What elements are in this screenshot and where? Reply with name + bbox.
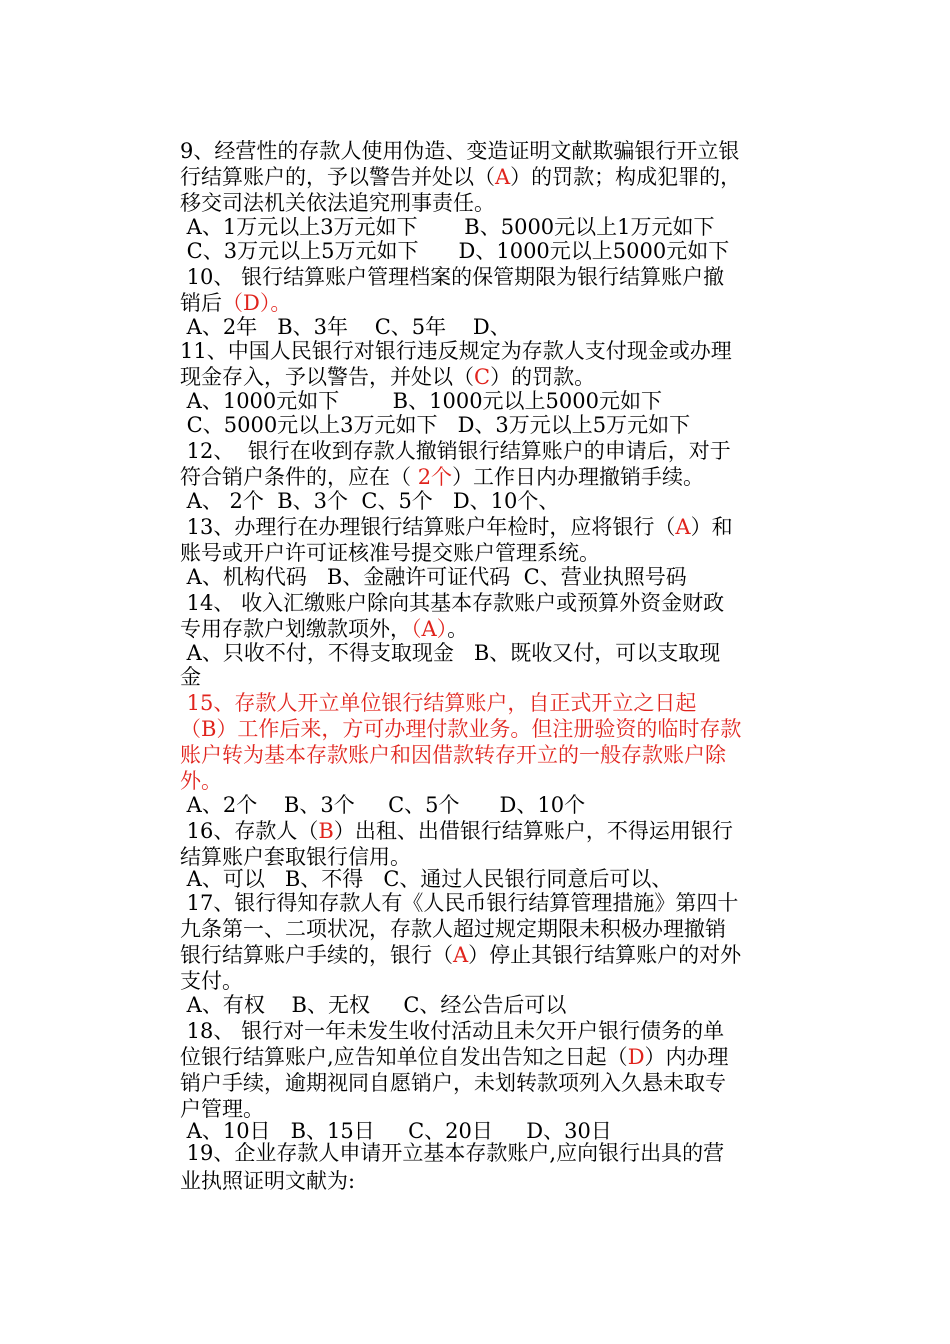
text-line <box>180 1070 726 1096</box>
text-segment: A、10日 B、15日 C、20日 D、30日 <box>180 1119 612 1143</box>
text-segment: 专用存款户划缴款项外， <box>180 617 411 641</box>
answer-highlight: A <box>675 515 691 539</box>
text-line <box>180 992 566 1018</box>
text-line <box>180 1140 724 1166</box>
text-segment: 行结算账户的，予以警告并处以（ <box>180 165 495 189</box>
answer-highlight: （D）。 <box>222 291 292 315</box>
text-line <box>180 690 696 716</box>
text-line <box>180 314 511 340</box>
text-segment: 11、中国人民银行对银行违反规定为存款人支付现金或办理 <box>180 339 732 363</box>
answer-highlight: （A） <box>411 617 448 641</box>
text-line <box>180 540 600 566</box>
text-line <box>180 866 672 892</box>
text-line <box>180 590 724 616</box>
text-segment: ）停止其银行结算账户的对外 <box>468 943 742 967</box>
text-line <box>180 968 243 994</box>
text-line <box>180 716 741 742</box>
text-segment: A、2个 B、3个 C、5个 D、10个 <box>180 793 586 817</box>
text-segment: ）工作日内办理撤销手续。 <box>452 465 705 489</box>
text-line <box>180 564 687 590</box>
text-segment: 现金存入，予以警告，并处以（ <box>180 365 474 389</box>
text-segment: A、1万元以上3万元如下 B、5000元以上1万元如下 <box>180 215 715 239</box>
text-line <box>180 742 726 768</box>
text-segment: 9、经营性的存款人使用伪造、变造证明文献欺骗银行开立银 <box>180 139 740 163</box>
answer-highlight: D <box>627 1045 645 1069</box>
answer-highlight: 2个 <box>417 465 453 489</box>
text-segment: 18、 银行对一年未发生收付活动且未欠开户银行债务的单 <box>180 1019 725 1043</box>
text-segment: A、1000元如下 B、1000元以上5000元如下 <box>180 389 663 413</box>
text-line <box>180 640 720 666</box>
text-line <box>180 438 731 464</box>
text-line <box>180 916 726 942</box>
text-line <box>180 942 741 968</box>
text-segment: 账号或开户许可证核准号提交账户管理系统。 <box>180 541 600 565</box>
text-segment: ）的罚款。 <box>490 365 596 389</box>
text-segment: 九条第一、二项状况，存款人超过规定期限未积极办理撤销 <box>180 917 726 941</box>
text-segment: 金 <box>180 665 201 689</box>
text-line <box>180 214 715 240</box>
text-segment: 户管理。 <box>180 1097 264 1121</box>
text-line <box>180 1044 729 1070</box>
text-segment: 结算账户套取银行信用。 <box>180 845 411 869</box>
text-segment: 符合销户条件的，应在（ <box>180 465 418 489</box>
text-segment: A、可以 B、不得 C、通过人民银行同意后可以、 <box>180 867 673 891</box>
answer-highlight: 外。 <box>180 769 222 793</box>
text-segment: 17、银行得知存款人有《人民币银行结算管理措施》第四十 <box>180 891 739 915</box>
answer-highlight: （B）工作后来，方可办理付款业务。但注册验资的临时存款 <box>180 717 742 741</box>
answer-highlight: A <box>495 165 511 189</box>
text-segment: 14、 收入汇缴账户除向其基本存款账户或预算外资金财政 <box>180 591 725 615</box>
text-line <box>180 364 595 390</box>
text-segment: 移交司法机关依法追究刑事责任。 <box>180 191 495 215</box>
text-line <box>180 1168 355 1194</box>
text-segment: 位银行结算账户,应告知单位自发出告知之日起（ <box>180 1045 628 1069</box>
text-line <box>180 1018 724 1044</box>
text-segment: ）出租、出借银行结算账户，不得运用银行 <box>333 819 733 843</box>
text-segment: 支付。 <box>180 969 243 993</box>
answer-highlight: C <box>474 365 491 389</box>
text-segment: 销后 <box>180 291 222 315</box>
text-segment: 销户手续，逾期视同自愿销户，未划转款项列入久悬未取专 <box>180 1071 726 1095</box>
answer-highlight: A <box>453 943 469 967</box>
text-segment: C、5000元以上3万元如下 D、3万元以上5万元如下 <box>180 413 691 437</box>
text-line <box>180 238 729 264</box>
text-line <box>180 768 222 794</box>
text-segment: 业执照证明文献为: <box>180 1169 356 1193</box>
text-line <box>180 290 291 316</box>
text-segment: ）和 <box>690 515 733 539</box>
text-segment: ）内办理 <box>644 1045 729 1069</box>
text-segment: A、 2个 B、3个 C、5个 D、10个、 <box>180 489 560 513</box>
text-segment: 。 <box>447 617 469 641</box>
text-line <box>180 138 739 164</box>
text-line <box>180 818 733 844</box>
text-line <box>180 190 495 216</box>
text-line <box>180 616 468 642</box>
answer-highlight: 15、存款人开立单位银行结算账户，自正式开立之日起 <box>180 691 697 715</box>
text-line <box>180 264 724 290</box>
answer-highlight: B <box>318 819 334 843</box>
text-line <box>180 890 738 916</box>
answer-highlight: 账户转为基本存款账户和因借款转存开立的一般存款账户除 <box>180 743 726 767</box>
text-segment: A、2年 B、3年 C、5年 D、 <box>180 315 511 339</box>
text-line <box>180 664 201 690</box>
text-segment: 19、企业存款人申请开立基本存款账户,应向银行出具的营 <box>180 1141 725 1165</box>
text-line <box>180 514 733 540</box>
text-segment: C、3万元以上5万元如下 D、1000元以上5000元如下 <box>180 239 730 263</box>
text-line <box>180 412 690 438</box>
text-segment: 16、存款人（ <box>180 819 319 843</box>
text-line <box>180 464 704 490</box>
text-line <box>180 164 741 190</box>
text-segment: 银行结算账户手续的，银行（ <box>180 943 453 967</box>
text-segment: 13、办理行在办理银行结算账户年检时，应将银行（ <box>180 515 676 539</box>
text-segment: A、有权 B、无权 C、经公告后可以 <box>180 993 567 1017</box>
text-line <box>180 792 585 818</box>
text-segment: 12、 银行在收到存款人撤销银行结算账户的申请后，对于 <box>180 439 731 463</box>
text-line <box>180 388 662 414</box>
text-segment: ）的罚款；构成犯罪的， <box>510 165 742 189</box>
text-segment: A、只收不付，不得支取现金 B、既收又付，可以支取现 <box>180 641 721 665</box>
text-segment: A、机构代码 B、金融许可证代码 C、营业执照号码 <box>180 565 687 589</box>
text-line <box>180 338 732 364</box>
text-line <box>180 488 559 514</box>
text-segment: 10、 银行结算账户管理档案的保管期限为银行结算账户撤 <box>180 265 725 289</box>
